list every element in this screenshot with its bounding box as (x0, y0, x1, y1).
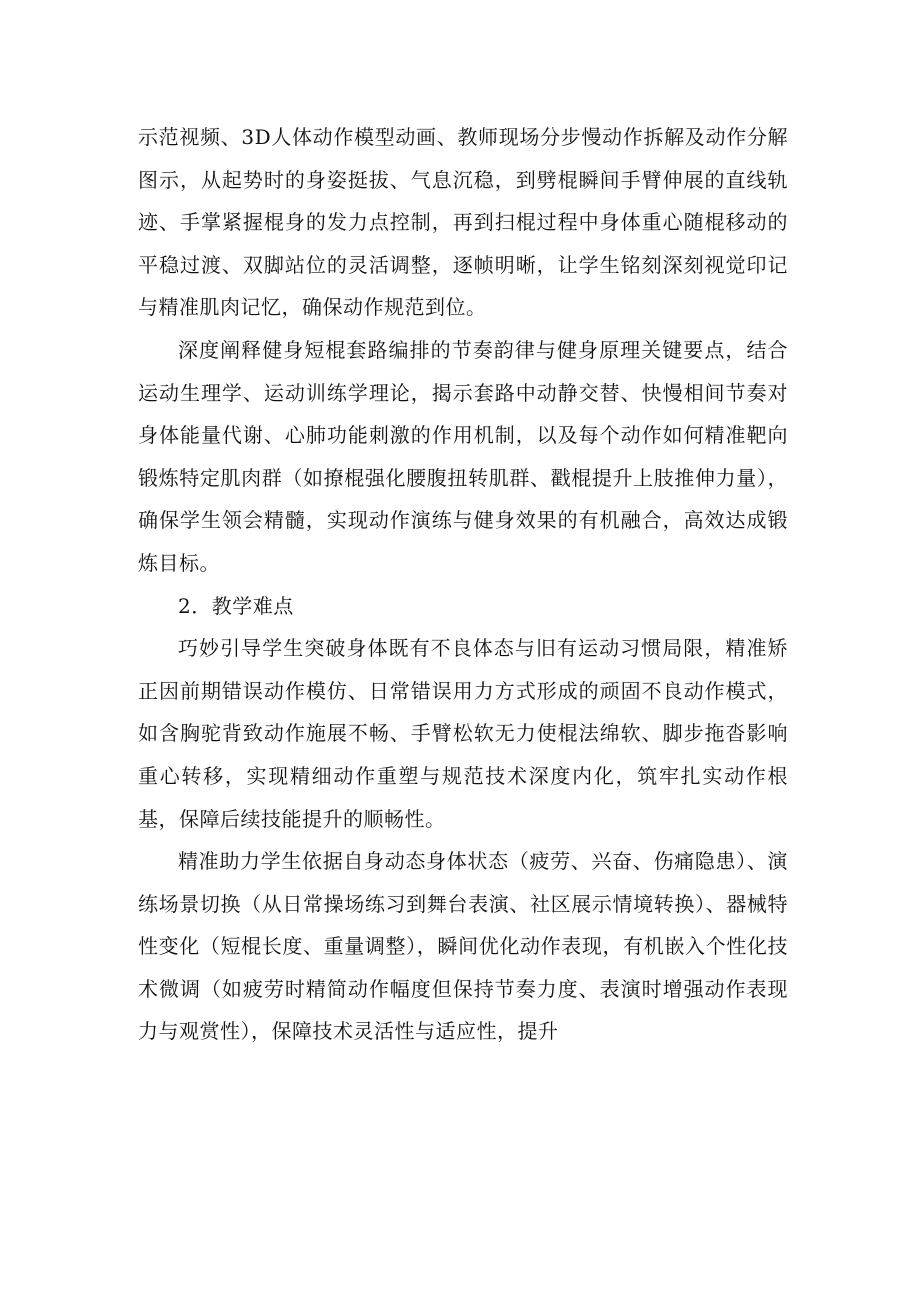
paragraph-continuation: 示范视频、3D人体动作模型动画、教师现场分步慢动作拆解及动作分解图示，从起势时的身姿挺拔、气息沉稳，到劈棍瞬间手臂伸展的直线轨迹、手掌紧握棍身的发力点控制，再到扫棍过程中身体重心随棍移动的平稳过渡、双脚站位的灵活调整，逐帧明晰，让学生铭刻深刻视觉印记与精准肌肉记忆，确保动作规范到位。 (138, 125, 788, 320)
paragraph-difficulty-posture: 巧妙引导学生突破身体既有不良体态与旧有运动习惯局限，精准矫正因前期错误动作模仿、日常错误用力方式形成的顽固不良动作模式，如含胸驼背致动作施展不畅、手臂松软无力使棍法绵软、脚步拖沓影响重心转移，实现精细动作重塑与规范技术深度内化，筑牢扎实动作根基，保障后续技能提升的顺畅性。 (138, 636, 788, 831)
paragraph-key-points: 深度阐释健身短棍套路编排的节奏韵律与健身原理关键要点，结合运动生理学、运动训练学理论，揭示套路中动静交替、快慢相间节奏对身体能量代谢、心肺功能刺激的作用机制，以及每个动作如何精准靶向锻炼特定肌肉群（如撩棍强化腰腹扭转肌群、戳棍提升上肢推伸力量），确保学生领会精髓，实现动作演练与健身效果的有机融合，高效达成锻炼目标。 (138, 337, 788, 575)
paragraph-difficulty-adaptation: 精准助力学生依据自身动态身体状态（疲劳、兴奋、伤痛隐患）、演练场景切换（从日常操场练习到舞台表演、社区展示情境转换）、器械特性变化（短棍长度、重量调整），瞬间优化动作表现，有机嵌入个性化技术微调（如疲劳时精简动作幅度但保持节奏力度、表演时增强动作表现力与观赏性），保障技术灵活性与适应性，提升 (138, 849, 788, 1044)
document-body (138, 116, 788, 1053)
section-heading-teaching-difficulties: 2．教学难点 (178, 593, 294, 618)
